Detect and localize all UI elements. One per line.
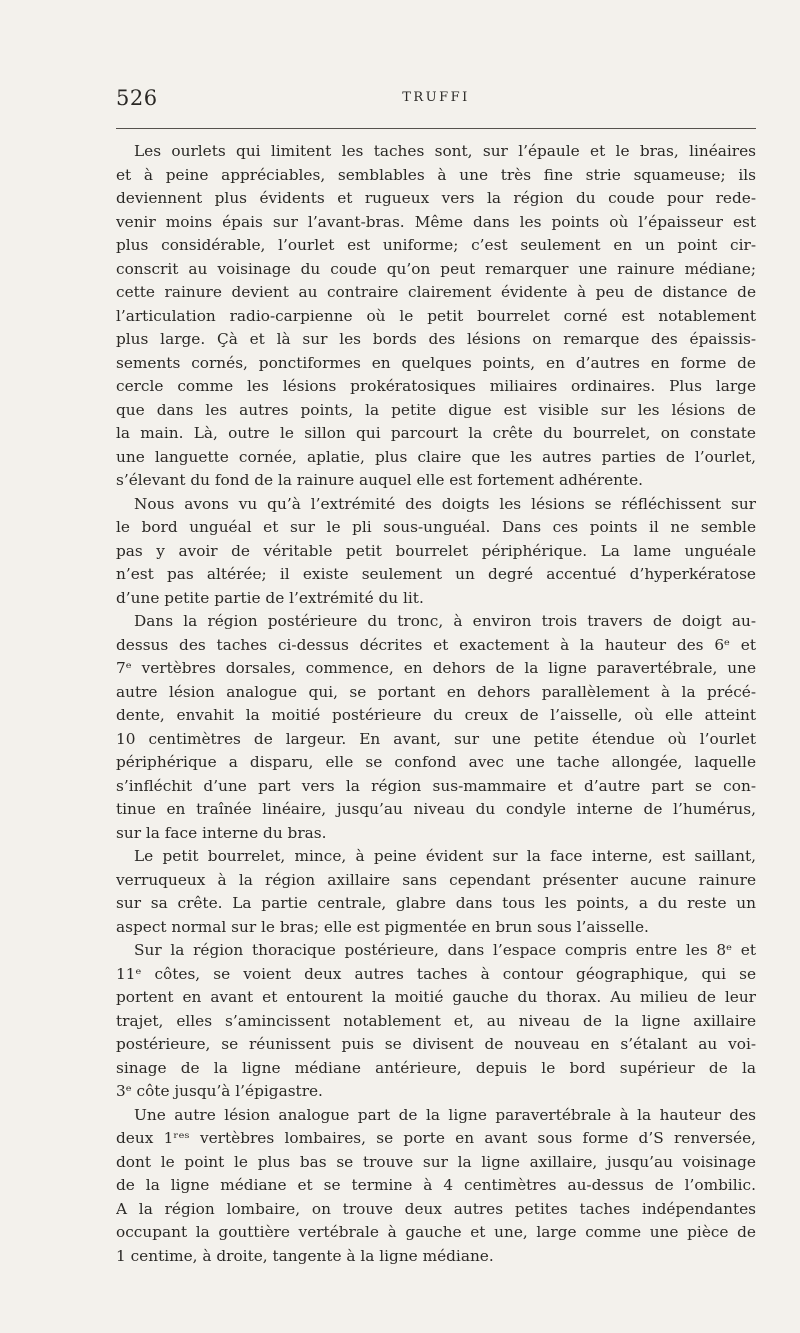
text-line: sinage de la ligne médiane antérieure, depuis le bord supérieur de la [116, 1058, 756, 1077]
text-line: autre lésion analogue qui, se portant en dehors parallèlement à la précé- [116, 682, 756, 701]
text-line: pas y avoir de véritable petit bourrelet périphérique. La lame unguéale [116, 541, 756, 560]
text-line: Nous avons vu qu’à l’extrémité des doigts les lésions se réfléchissent sur [134, 494, 756, 513]
text-line: l’articulation radio-carpienne où le petit bourrelet corné est notablement [116, 306, 756, 325]
text-line: deux 1ʳᵉˢ vertèbres lombaires, se porte en avant sous forme d’S renversée, [116, 1129, 756, 1147]
text-line: trajet, elles s’amincissent notablement et, au niveau de la ligne axillaire [116, 1011, 756, 1030]
text-line: aspect normal sur le bras; elle est pigmentée en brun sous l’aisselle. [116, 917, 649, 936]
text-line: Le petit bourrelet, mince, à peine évident sur la face interne, est saillant, [134, 847, 756, 865]
text-line: dessus des taches ci-dessus décrites et exactement à la hauteur des 6ᵉ et [116, 635, 756, 654]
text-line: Une autre lésion analogue part de la ligne paravertébrale à la hauteur des [134, 1105, 756, 1124]
text-line: 11ᵉ côtes, se voient deux autres taches à contour géographique, qui se [116, 964, 756, 983]
text-line: conscrit au voisinage du coude qu’on peut remarquer une rainure médiane; [116, 259, 756, 278]
text-line: s’élevant du fond de la rainure auquel elle est fortement adhérente. [116, 471, 644, 489]
text-line: dont le point le plus bas se trouve sur la ligne axillaire, jusqu’au voisinage [116, 1152, 756, 1171]
text-line: tinue en traînée linéaire, jusqu’au niveau du condyle interne de l’humérus, [116, 800, 756, 818]
text-line: dente, envahit la moitié postérieure du creux de l’aisselle, où elle atteint [116, 706, 756, 724]
text-line: verruqueux à la région axillaire sans cependant présenter aucune rainure [116, 870, 756, 889]
text-line: portent en avant et entourent la moitié gauche du thorax. Au milieu de leur [116, 988, 756, 1006]
running-head [116, 86, 756, 112]
text-line: sur sa crête. La partie centrale, glabre dans tous les points, a du reste un [116, 894, 756, 912]
text-line: deviennent plus évidents et rugueux vers la région du coude pour rede- [116, 189, 756, 207]
text-line: une languette cornée, aplatie, plus claire que les autres parties de l’ourlet, [116, 447, 756, 466]
text-line: plus large. Çà et là sur les bords des lésions on remarque des épaissis- [116, 330, 756, 348]
text-line: 3ᵉ côte jusqu’à l’épigastre. [116, 1082, 323, 1100]
text-line: périphérique a disparu, elle se confond avec une tache allongée, laquelle [116, 753, 756, 771]
text-line: de la ligne médiane et se termine à 4 centimètres au-dessus de l’ombilic. [116, 1176, 756, 1194]
text-line: sur la face interne du bras. [116, 823, 327, 842]
text-line: Sur la région thoracique postérieure, dans l’espace compris entre les 8ᵉ et [134, 941, 756, 959]
text-line: postérieure, se réunissent puis se divisent de nouveau en s’étalant au voi- [116, 1035, 756, 1053]
text-line: d’une petite partie de l’extrémité du lit. [116, 588, 424, 607]
text-line: s’infléchit d’une part vers la région sus-mammaire et d’autre part se con- [116, 776, 756, 795]
text-line: et à peine appréciables, semblables à une très fine strie squameuse; ils [116, 165, 756, 184]
text-line: plus considérable, l’ourlet est uniforme; c’est seulement en un point cir- [116, 236, 756, 254]
text-line: n’est pas altérée; il existe seulement un degré accentué d’hyperkératose [116, 565, 756, 583]
text-line: sements cornés, ponctiformes en quelques points, en d’autres en forme de [116, 353, 756, 372]
text-line: 10 centimètres de largeur. En avant, sur une petite étendue où l’ourlet [116, 729, 756, 748]
text-line: Dans la région postérieure du tronc, à environ trois travers de doigt au- [134, 612, 756, 630]
text-line: venir moins épais sur l’avant-bras. Même dans les points où l’épaisseur est [116, 212, 756, 231]
text-line: Les ourlets qui limitent les taches sont, sur l’épaule et le bras, linéaires [134, 142, 756, 160]
text-line: 7ᵉ vertèbres dorsales, commence, en dehors de la ligne paravertébrale, une [116, 659, 756, 677]
text-line: 1 centime, à droite, tangente à la ligne médiane. [116, 1246, 494, 1265]
body-text [116, 140, 756, 1268]
page-number: 526 [116, 86, 158, 110]
header-rule [116, 128, 756, 129]
running-title: TRUFFI [402, 90, 470, 105]
text-line: que dans les autres points, la petite digue est visible sur les lésions de [116, 400, 756, 419]
text-line: occupant la gouttière vertébrale à gauche et une, large comme une pièce de [116, 1223, 756, 1241]
text-line: A la région lombaire, on trouve deux autres petites taches indépendantes [116, 1199, 756, 1218]
text-line: la main. Là, outre le sillon qui parcourt la crête du bourrelet, on constate [116, 424, 756, 442]
text-line: le bord unguéal et sur le pli sous-unguéal. Dans ces points il ne semble [116, 518, 756, 536]
text-line: cercle comme les lésions prokératosiques miliaires ordinaires. Plus large [116, 377, 756, 395]
text-line: cette rainure devient au contraire clairement évidente à peu de distance de [116, 283, 756, 301]
